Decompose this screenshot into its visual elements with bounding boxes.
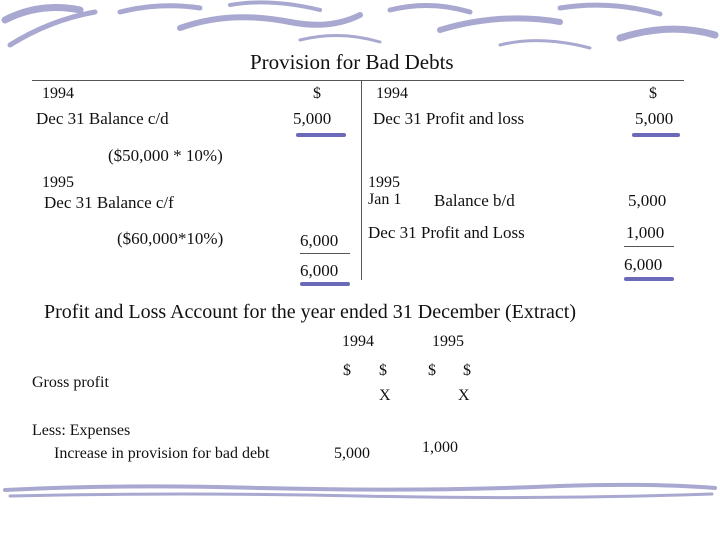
pl-col-1995: 1995 xyxy=(432,333,464,350)
left-total-underline xyxy=(300,282,350,286)
right-total-underline xyxy=(624,277,674,281)
left-currency: $ xyxy=(313,85,321,102)
right-row1-underline xyxy=(632,133,680,137)
ledger-top-rule xyxy=(32,80,684,81)
left-year-1994: 1994 xyxy=(42,85,74,102)
left-year-1995: 1995 xyxy=(42,174,74,191)
right-row2-description: Balance b/d xyxy=(434,191,515,210)
right-total-amount: 6,000 xyxy=(624,255,663,274)
left-row1-underline xyxy=(296,133,346,137)
right-row1-description: Dec 31 Profit and loss xyxy=(373,109,525,128)
right-row3-amount: 1,000 xyxy=(626,223,665,242)
pl-gross-profit-label: Gross profit xyxy=(32,374,109,391)
pl-col-1994: 1994 xyxy=(342,333,374,350)
left-row1-description: Dec 31 Balance c/d xyxy=(36,109,169,128)
pl-increase-provision-label: Increase in provision for bad debt xyxy=(54,445,270,462)
pl-gross-profit-1994: X xyxy=(379,387,391,404)
right-currency: $ xyxy=(649,85,657,102)
pl-currency-1995-b: $ xyxy=(463,362,471,379)
left-row2-amount: 6,000 xyxy=(300,231,339,250)
left-total-rule xyxy=(300,253,350,254)
right-year-1995: 1995 xyxy=(368,174,400,191)
right-row2-date: Jan 1 xyxy=(368,191,402,208)
pl-gross-profit-1995: X xyxy=(458,387,470,404)
right-row1-amount: 5,000 xyxy=(635,109,674,128)
right-total-rule xyxy=(624,246,674,247)
left-total-amount: 6,000 xyxy=(300,261,339,280)
right-row3-description: Dec 31 Profit and Loss xyxy=(368,223,525,242)
ledger-title: Provision for Bad Debts xyxy=(250,50,454,74)
pl-currency-1994-a: $ xyxy=(343,362,351,379)
pl-currency-1994-b: $ xyxy=(379,362,387,379)
left-row1-note: ($50,000 * 10%) xyxy=(108,146,223,165)
right-row2-amount: 5,000 xyxy=(628,191,667,210)
pl-increase-1995: 1,000 xyxy=(422,439,458,456)
decorative-footer-strokes xyxy=(0,478,720,508)
left-row2-description: Dec 31 Balance c/f xyxy=(44,193,174,212)
left-row1-amount: 5,000 xyxy=(293,109,332,128)
ledger-center-divider xyxy=(361,80,362,280)
pl-currency-1995-a: $ xyxy=(428,362,436,379)
left-row2-note: ($60,000*10%) xyxy=(117,229,224,248)
pl-heading: Profit and Loss Account for the year ended 31 December (Extract) xyxy=(44,301,577,323)
right-year-1994: 1994 xyxy=(376,85,408,102)
pl-increase-1994: 5,000 xyxy=(334,445,370,462)
pl-less-expenses-label: Less: Expenses xyxy=(32,422,131,439)
